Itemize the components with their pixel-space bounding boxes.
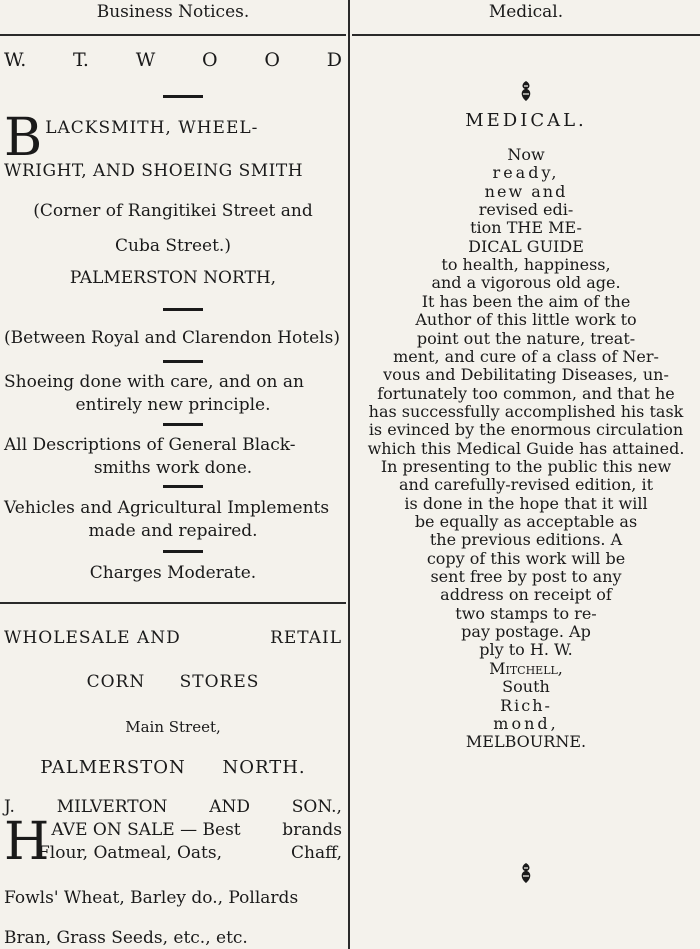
- corn-have-line2: Flour, Oatmeal, Oats, Chaff,: [38, 843, 342, 863]
- medical-text-line: new and: [484, 181, 568, 201]
- medical-text-line: Now: [507, 145, 545, 164]
- medical-text-line: copy of this work will be: [426, 548, 626, 568]
- wood-address-line2: Cuba Street.): [115, 236, 231, 256]
- wood-between: (Between Royal and Clarendon Hotels): [4, 328, 340, 348]
- advert-divider: [0, 602, 346, 604]
- column-divider: [348, 0, 350, 949]
- corn-heading-2: CORN STORES: [86, 672, 260, 692]
- medical-text-line: Rich-: [500, 695, 552, 715]
- medical-text-line: and a vigorous old age.: [431, 273, 621, 293]
- separator: [163, 485, 203, 488]
- medical-text-line: DICAL GUIDE: [468, 236, 584, 256]
- wood-shoeing-2: entirely new principle.: [75, 395, 271, 415]
- medical-text-line: MELBOURNE.: [465, 732, 587, 752]
- medical-text-line: ready,: [492, 163, 560, 183]
- medical-text-line: It has been the aim of the: [421, 291, 631, 311]
- separator: [163, 95, 203, 98]
- wood-desc-1: All Descriptions of General Black-: [4, 435, 296, 455]
- medical-text-line: sent free by post to any: [430, 567, 622, 587]
- medical-text-line: is evinced by the enormous circulation: [368, 420, 684, 440]
- medical-text-line: point out the nature, treat-: [416, 328, 636, 348]
- medical-text-line: ply to H. W.: [479, 640, 573, 660]
- drop-cap-b: B: [4, 108, 44, 168]
- medical-text-line: In presenting to the public this new: [380, 456, 672, 476]
- wood-vehicles-2: made and repaired.: [88, 521, 258, 541]
- separator: [163, 423, 203, 426]
- corn-fowls: Fowls' Wheat, Barley do., Pollards: [4, 888, 299, 908]
- wood-charges: Charges Moderate.: [89, 563, 257, 583]
- wood-shoeing-1: Shoeing done with care, and on an: [4, 372, 304, 392]
- medical-text-line: revised edi-: [478, 200, 574, 220]
- wood-trade-line2: WRIGHT, AND SHOEING SMITH: [4, 161, 304, 181]
- medical-text-line: ment, and cure of a class of Ner-: [393, 346, 659, 366]
- wood-town: PALMERSTON NORTH,: [69, 268, 277, 288]
- ornament-icon: [518, 862, 534, 884]
- ornament-icon: [518, 80, 534, 102]
- medical-text-line: mond,: [493, 713, 559, 733]
- separator: [163, 308, 203, 311]
- wood-vehicles-1: Vehicles and Agricultural Implements: [4, 498, 330, 518]
- corn-bran: Bran, Grass Seeds, etc., etc.: [4, 928, 248, 948]
- medical-text-line: address on receipt of: [440, 585, 612, 605]
- medical-text-line: to health, happiness,: [441, 255, 611, 275]
- column-header-medical: Medical.: [488, 2, 564, 22]
- corn-firm: J. MILVERTON AND SON.,: [4, 797, 342, 817]
- wood-address-line1: (Corner of Rangitikei Street and: [33, 201, 313, 221]
- medical-text-line: is done in the hope that it will: [404, 493, 648, 513]
- corn-street: Main Street,: [125, 718, 221, 736]
- medical-text-line: vous and Debilitating Diseases, un-: [383, 365, 669, 385]
- corn-heading-1: WHOLESALE AND RETAIL: [4, 628, 342, 648]
- medical-text-line: the previous editions. A: [429, 530, 623, 550]
- medical-text-line: has successfully accomplished his task: [368, 401, 684, 421]
- business-notices-column: [0, 0, 346, 949]
- medical-text-line: Author of this little work to: [415, 310, 637, 330]
- wood-trade-line1: B LACKSMITH, WHEEL-: [4, 108, 259, 168]
- medical-text-line: Mitchell,: [489, 658, 563, 678]
- medical-column: [352, 0, 700, 949]
- medical-text-line: South: [502, 677, 550, 697]
- header-divider: [0, 34, 346, 36]
- medical-text-line: tion THE ME-: [470, 218, 582, 238]
- header-divider: [352, 34, 700, 36]
- corn-have-line1: H AVE ON SALE — Best brands: [4, 812, 342, 872]
- column-header-business: Business Notices.: [96, 2, 250, 22]
- medical-title: MEDICAL.: [465, 110, 587, 131]
- medical-text-line: and carefully-revised edition, it: [398, 475, 653, 495]
- medical-text-line: be equally as acceptable as: [414, 512, 638, 531]
- corn-town: PALMERSTON NORTH.: [40, 757, 306, 778]
- separator: [163, 360, 203, 363]
- wood-desc-2: smiths work done.: [93, 458, 253, 478]
- medical-text-line: pay postage. Ap: [461, 622, 591, 642]
- wood-name: W. T. W O O D: [4, 49, 342, 71]
- drop-cap-h: H: [4, 812, 50, 872]
- medical-text-line: which this Medical Guide has attained.: [367, 438, 685, 458]
- medical-text-line: two stamps to re-: [455, 603, 597, 623]
- medical-text-line: fortunately too common, and that he: [377, 383, 675, 403]
- separator: [163, 550, 203, 553]
